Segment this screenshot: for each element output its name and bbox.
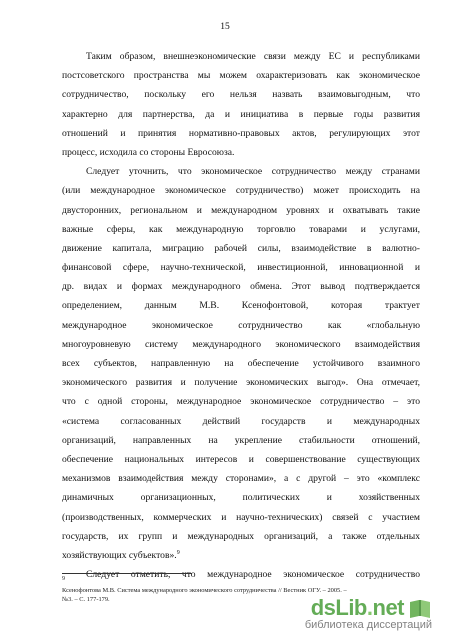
watermark-brand: dsLib: [310, 595, 367, 620]
text-line: хозяйствующих субъектов».: [62, 549, 177, 561]
watermark-subtitle: библиотека диссертаций: [304, 619, 432, 631]
text-line: международное экономическое сотрудничество как «глобальную: [62, 319, 420, 331]
footnote-line: [62, 577, 420, 595]
page-number: 15: [220, 22, 230, 32]
text-line: организаций, направленных на укрепление стабильности отношений,: [62, 434, 420, 446]
text-line: определением, данным М.В. Ксенофонтовой, которая трактует: [62, 300, 420, 312]
text-line: динамичных организационных, политических и хозяйственных: [62, 492, 420, 504]
text-line: что с одной стороны, международное экономическое сотрудничество – это: [62, 396, 420, 408]
text-line-with-footnote: [62, 546, 420, 565]
text-line: Следует уточнить, что экономическое сотрудничество между странами: [86, 166, 420, 178]
footnote-text-1: Ксенофонтова М.В. Система международного экономического сотрудничества // Вестник ОГУ. – 2005. –: [62, 587, 347, 594]
text-line: всех субъектов, направленную на обеспечение устойчивого взаимного: [62, 358, 420, 369]
text-line: (производственных, коммерческих и научно-технических) связей с участием: [62, 511, 420, 523]
footnote-reference[interactable]: 9: [176, 549, 180, 556]
text-line: движение капитала, миграцию рабочей силы, взаимодействие в валютно-: [62, 242, 420, 254]
watermark-tld: net: [372, 595, 404, 620]
text-line: характерно для партнерства, да и инициатива в первые годы развития: [62, 108, 420, 120]
footnote-separator: [62, 573, 192, 574]
text-line: финансовой сфере, научно-технической, инвестиционной, инновационной и: [62, 262, 420, 274]
paragraph-2: [62, 162, 420, 565]
document-body: [62, 47, 420, 584]
text-line: многоуровневую систему международного экономического взаимодействия: [62, 338, 420, 350]
text-line: «система согласованных действий государств и международных: [62, 415, 420, 427]
text-line: др. видах и формах международного обмена. Этот вывод подтверждается: [62, 281, 420, 293]
watermark[interactable]: [305, 595, 432, 631]
watermark-dot: .: [366, 595, 373, 620]
watermark-logo: [311, 595, 404, 621]
footnote-text-2: №3. – С. 177-179.: [62, 596, 110, 603]
text-line: двусторонних, региональном и международном уровнях и охватывать такие: [62, 204, 420, 216]
text-line: постсоветского пространства мы можем охарактеризовать как экономическое: [62, 70, 420, 82]
text-line: экономического развития и получение экономических выгод». Она отмечает,: [62, 377, 420, 389]
text-line: обеспечение национальных интересов и совершенствование существующих: [62, 453, 420, 465]
paragraph-1: [62, 47, 420, 162]
footnote-number: 9: [62, 575, 65, 582]
text-line: процесс, исходила со стороны Евросоюза.: [62, 146, 235, 158]
book-icon: [408, 597, 432, 619]
text-line: государств, их групп и международных организаций, а также отдельных: [62, 530, 420, 542]
text-line: механизмов взаимодействия между сторонами», а с другой – это «комплекс: [62, 473, 420, 485]
text-line: важные сферы, как международную торговлю товарами и услугами,: [62, 223, 420, 235]
text-line: Следует отметить, что международное экономическое сотрудничество: [86, 569, 420, 581]
text-line: сотрудничество, поскольку его нельзя назвать взаимовыгодным, что: [62, 89, 420, 101]
text-line: (или международное экономическое сотрудничество) может происходить на: [62, 185, 420, 197]
text-line: Таким образом, внешнеэкономические связи между ЕС и республиками: [86, 51, 420, 62]
text-line: отношений и принятия нормативно-правовых актов, регулирующих этот: [62, 127, 420, 139]
